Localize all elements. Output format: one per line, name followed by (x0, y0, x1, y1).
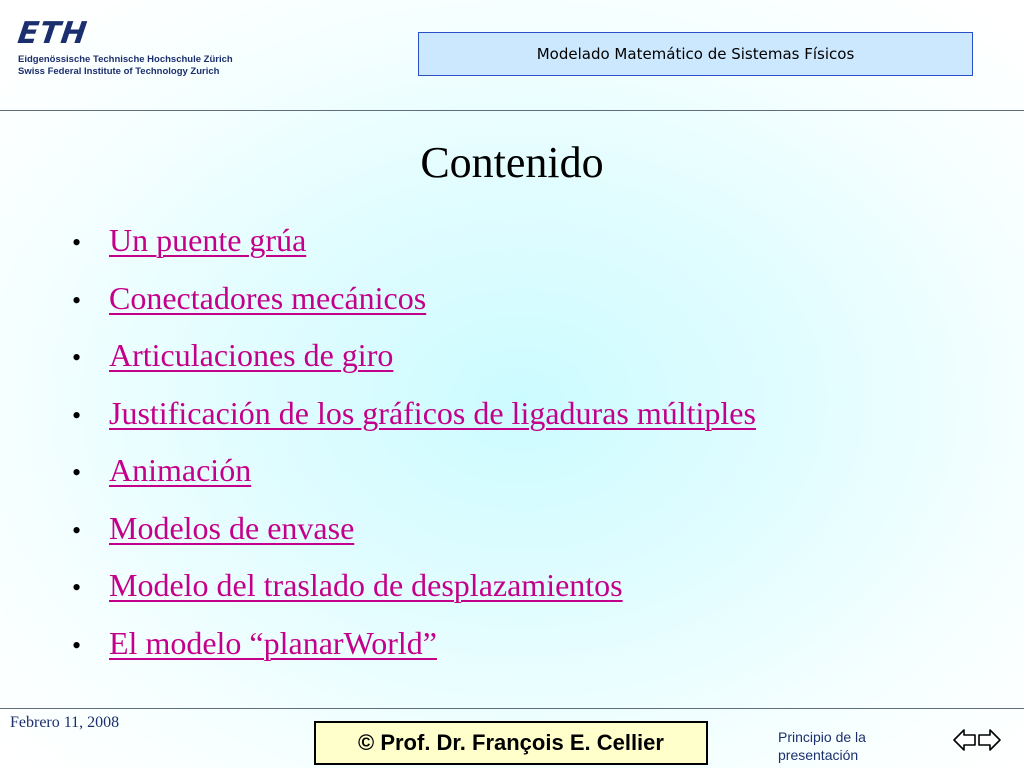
footer-divider (0, 708, 1024, 709)
footer-date: Febrero 11, 2008 (10, 714, 120, 731)
home-link[interactable] (778, 728, 908, 764)
toc-link-envase[interactable]: Modelos de envase (109, 509, 355, 546)
copyright-box (314, 721, 708, 765)
toc-link-justificacion[interactable]: Justificación de los gráficos de ligaduras múltiples (109, 394, 756, 431)
toc-link-articulaciones[interactable]: Articulaciones de giro (109, 337, 394, 373)
contents-list (72, 222, 1012, 682)
eth-logo-line-english: Swiss Federal Institute of Technology Zurich (18, 66, 220, 77)
header-divider (0, 110, 1024, 111)
bullet: • (72, 458, 82, 487)
bullet: • (72, 630, 82, 660)
copyright-text: © Prof. Dr. François E. Cellier (358, 730, 664, 755)
navigation-arrows (952, 727, 1002, 753)
slide-title: Contenido (420, 138, 604, 187)
list-item (72, 452, 1012, 510)
toc-link-conectadores[interactable]: Conectadores mecánicos (109, 279, 427, 316)
list-item (72, 567, 1012, 625)
bullet: • (72, 228, 82, 257)
eth-logo-line-german: Eidgenössische Technische Hochschule Zürich (18, 54, 233, 65)
eth-logo (15, 16, 278, 90)
home-link-line1: Principio de la (778, 729, 866, 745)
list-item (72, 395, 1012, 453)
list-item (72, 222, 1012, 280)
right-arrow-icon[interactable] (977, 727, 1002, 753)
toc-link-traslado[interactable]: Modelo del traslado de desplazamientos (109, 567, 623, 603)
toc-link-animacion[interactable]: Animación (109, 452, 252, 488)
list-item (72, 280, 1012, 338)
bullet: • (72, 285, 82, 315)
home-link-line2: presentación (778, 747, 859, 763)
list-item (72, 625, 1012, 683)
course-title: Modelado Matemático de Sistemas Físicos (536, 45, 855, 63)
left-arrow-icon[interactable] (952, 727, 977, 753)
course-title-box (418, 32, 973, 76)
bullet: • (72, 515, 82, 545)
bullet: • (72, 400, 82, 430)
eth-logo-mark: ETH (15, 16, 90, 51)
list-item (72, 510, 1012, 568)
bullet: • (72, 573, 82, 602)
toc-link-planarworld[interactable]: El modelo “planarWorld” (109, 624, 437, 661)
bullet: • (72, 343, 82, 372)
toc-link-puente-grua[interactable]: Un puente grúa (109, 222, 307, 258)
list-item (72, 337, 1012, 395)
